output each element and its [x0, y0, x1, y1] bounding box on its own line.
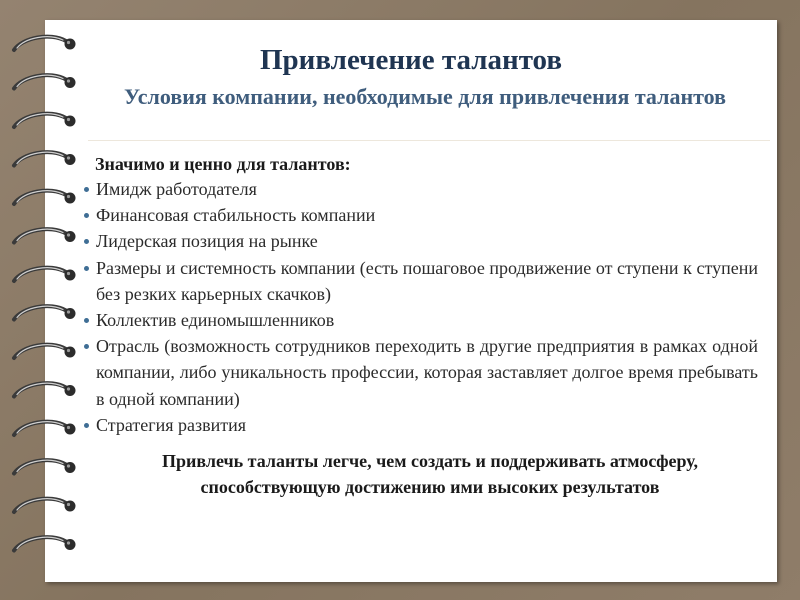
conclusion-text: Привлечь таланты легче, чем создать и поддерживать атмосферу, способствующую достижению ими высоких результатов	[161, 451, 698, 497]
spiral-ring	[14, 114, 76, 127]
bullet-dot-icon	[84, 213, 89, 218]
bullet-dot-icon	[84, 318, 89, 323]
list-item	[83, 255, 758, 307]
list-item-text: Размеры и системность компании (есть пошаговое продвижение от ступени к ступени без резких карьерных скачков)	[96, 257, 758, 304]
bullet-dot-icon	[84, 266, 89, 271]
list-heading: Значимо и ценно для талантов:	[95, 154, 351, 174]
bullet-dot-icon	[84, 344, 89, 349]
divider	[88, 140, 770, 141]
spiral-ring	[14, 345, 76, 358]
list-item-text: Имидж работодателя	[96, 179, 257, 199]
list-item	[83, 307, 758, 333]
list-item-text: Лидерская позиция на рынке	[96, 231, 318, 252]
list-item-text: Коллектив единомышленников	[96, 310, 335, 331]
list-item	[83, 202, 758, 228]
spiral-ring	[14, 422, 76, 435]
spiral-ring	[14, 152, 76, 165]
list-item	[83, 412, 758, 438]
spiral-ring	[14, 229, 76, 242]
list-item	[83, 333, 758, 412]
list-item-text: Отрасль (возможность сотрудников переходить в другие предприятия в рамках одной компании, либо уникальность профессии, которая заставляет долгое время пребывать в одной компании)	[96, 336, 758, 409]
spiral-ring	[14, 75, 76, 88]
list-item-text: Финансовая стабильность компании	[96, 205, 376, 226]
spiral-ring	[14, 499, 76, 512]
spiral-ring	[14, 268, 76, 281]
spiral-binding-icon	[8, 28, 80, 568]
spiral-ring	[14, 383, 76, 396]
bullet-dot-icon	[84, 187, 89, 192]
slide-title: Привлечение талантов	[260, 44, 562, 76]
spiral-ring	[14, 460, 76, 473]
talent-values-list	[83, 176, 758, 438]
spiral-ring	[14, 537, 76, 550]
spiral-ring	[14, 306, 76, 319]
list-item-text: Стратегия развития	[96, 414, 247, 435]
bullet-dot-icon	[84, 239, 89, 244]
slide-subtitle: Условия компании, необходимые для привлечения талантов	[124, 84, 726, 109]
list-item	[83, 176, 758, 202]
spiral-ring	[14, 191, 76, 204]
bullet-dot-icon	[84, 423, 89, 428]
list-item	[83, 228, 758, 254]
